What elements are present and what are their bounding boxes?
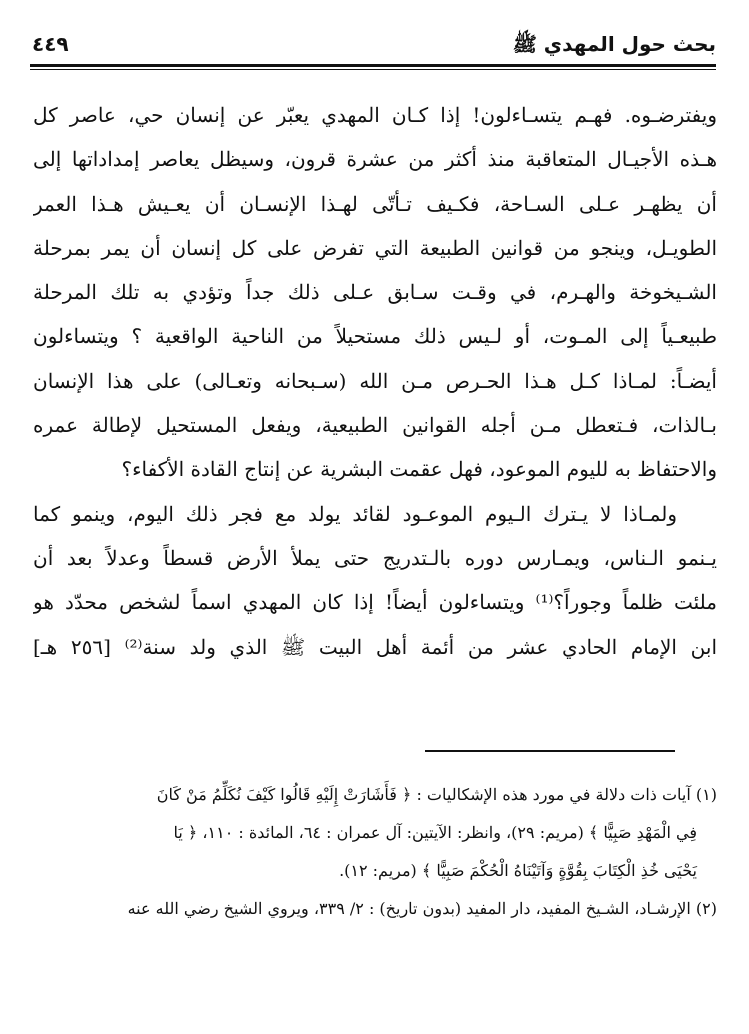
page-number: ٤٤٩ (32, 32, 69, 56)
footnote-1-line: فِي الْمَهْدِ صَبِيًّا ﴾ (مريم: ٢٩)، وانظر: الآيتين: آل عمران : ٦٤، المائدة : ١١٠، ﴿ يَا (173, 823, 697, 842)
text-line: أن يظهـر عـلى السـاحة، فكـيف تـأتّى لهـذا الإنسـان أن يعـيش هـذا العمر (33, 191, 717, 216)
footnote-2: (٢) الإرشـاد، الشـيخ المفيد، دار المفيد (بدون تاريخ) : ٢/ ٣٣٩، ويروي الشيخ رضي الله عنه (127, 899, 717, 918)
text-line: ملئت ظلماً وجوراً؟⁽¹⁾ ويتساءلون أيضاً! إذا كان المهدي اسماً لشخص محدّد هو (33, 590, 717, 615)
page-header (30, 30, 716, 60)
body-text (33, 93, 717, 669)
footnote-1-line: يَحْيَى خُذِ الْكِتَابَ بِقُوَّةٍ وَآتَيْنَاهُ الْحُكْمَ صَبِيًّا ﴾ (مريم: ١٢). (339, 861, 697, 880)
header-rule-thin (30, 69, 716, 70)
text-line: الطويـل، وينجو من قوانين الطبيعة التي تفرض على كل إنسان أن يمر بمرحلة (33, 235, 717, 260)
text-line: ولمـاذا لا يـترك الـيوم الموعـود لقائد يولد مع فجر ذلك اليوم، وينمو كما (33, 501, 677, 526)
running-title: بحث حول المهدي ﷺ (512, 32, 716, 56)
paragraph-2 (33, 492, 717, 669)
text-line: الشـيخوخة والهـرم، في وقـت سـابق عـلى ذلك جداً وتؤدي به تلك المرحلة (33, 280, 717, 305)
footnote-1-line: (١) آيات ذات دلالة في مورد هذه الإشكاليات : ﴿ فَأَشَارَتْ إِلَيْهِ قَالُوا كَيْفَ نُكَلِّمُ مَنْ كَانَ (156, 785, 717, 804)
text-line: هـذه الأجيـال المتعاقبة منذ أكثر من عشرة قرون، وسيظل يعاصر إمداداتها إلى (33, 147, 717, 172)
text-line: ابن الإمام الحادي عشر من أئمة أهل البيت ﷺ الذي ولد سنة⁽²⁾ [٢٥٦ هـ] (33, 634, 717, 659)
footnote-separator (425, 750, 675, 752)
text-line: ويفترضـوه. فهـم يتسـاءلون! إذا كـان المهدي يعبّر عن إنسان حي، عاصر كل (33, 103, 717, 127)
footnotes (33, 776, 717, 928)
header-rule-thick (30, 64, 716, 67)
text-line: يـنمو الـناس، ويمـارس دوره بالـتدريج حتى يملأ الأرض قسطاً وعدلاً بعد أن (33, 545, 717, 570)
text-line: أيضـاً: لمـاذا كـل هـذا الحـرص مـن الله (سـبحانه وتعـالى) على هذا الإنسان (33, 368, 717, 393)
paragraph-1 (33, 93, 717, 492)
text-line: والاحتفاظ به لليوم الموعود، فهل عقمت البشرية عن إنتاج القادة الأكفاء؟ (121, 457, 717, 482)
text-line: طبيعـياً إلى المـوت، أو لـيس ذلك مستحيلاً من الناحية الواقعية ؟ ويتساءلون (33, 324, 717, 349)
text-line: بـالذات، فـتعطل مـن أجله القوانين الطبيعية، ويفعل المستحيل لإطالة عمره (33, 413, 717, 438)
